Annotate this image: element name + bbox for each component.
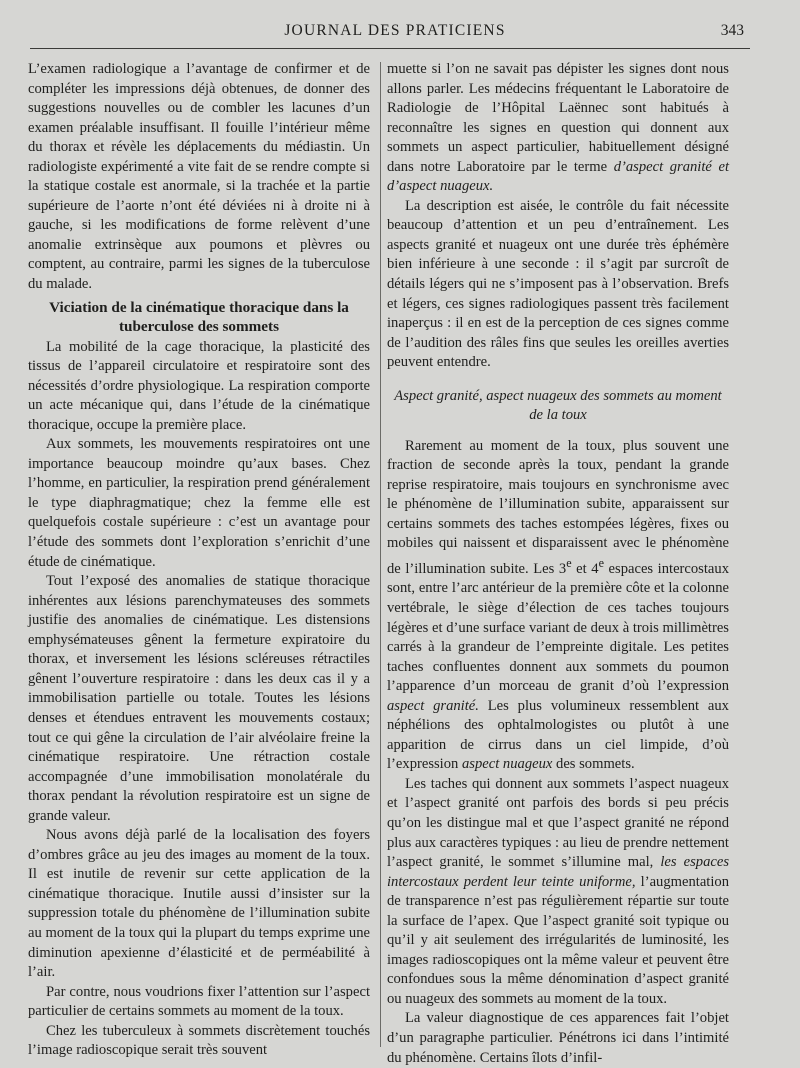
italic-term: aspect nuageux xyxy=(462,756,553,773)
paragraph: Chez les tuberculeux à sommets discrètement touchés l’image radioscopique serait très souvent xyxy=(28,1022,370,1059)
superscript: e xyxy=(566,556,572,571)
italic-term: les espaces intercostaux perdent leur teinte uniforme, xyxy=(387,854,729,890)
italic-term: d’aspect granité et d’aspect nuageux. xyxy=(387,158,729,195)
paragraph: La description est aisée, le contrôle du fait nécessite beaucoup d’attention et un peu d’entraînement. Les aspects granité et nuageux ont une durée très éphémère bien inférieure à une seconde : il s’agit par surcroît de détails légers qui ne s’imposent pas à l’observation. Brefs et légers, ces signes radiologiques passent très facilement inaperçus : il en est de la perception de ces signes comme de l’audition des râles fins que seules les oreilles averties peuvent entendre. xyxy=(387,197,729,371)
journal-title: JOURNAL DES PRATICIENS xyxy=(284,22,506,39)
paragraph: La mobilité de la cage thoracique, la plasticité des tissus de l’appareil circulatoire et respiratoire sont des nécessités d’ordre physiologique. La respiration comporte un acte mécanique qui, dans l’étude de la cinématique thoracique, occupe la première place. xyxy=(28,338,370,433)
paragraph: Nous avons déjà parlé de la localisation des foyers d’ombres grâce au jeu des images au moment de la toux. Il est inutile de revenir sur cette application de la cinématique thoracique. Inutile aussi d’insister sur la suppression totale du phénomène de l’illumination subite au moment de la toux qui la plupart du temps exprime une diminution apexienne d’élasticité et de perméabilité à l’air. xyxy=(28,827,370,981)
left-column xyxy=(28,60,370,1061)
subsection-heading: Aspect granité, aspect nuageux des sommets au moment de la toux xyxy=(394,387,722,423)
page-number: 343 xyxy=(720,22,744,39)
superscript: e xyxy=(598,556,604,571)
paragraph-text: Les plus volumineux ressemblent aux néphélions des ophtalmologistes ou plutôt à une apparition de cirrus dans un ciel limpide, d’où l’expression xyxy=(387,697,729,773)
paragraph-text: espaces intercostaux sont, entre l’arc antérieur de la première côte et la colonne vertébrale, le siège d’élection de ces taches toujours légères et d’une surface variant de deux à trois millimètres carrés à la grandeur de l’empreinte digitale. Les petites taches confluentes donnent aux sommets du poumon l’apparence d’un morceau de granit d’où l’expression xyxy=(387,560,729,695)
paragraph xyxy=(387,60,729,197)
paragraph: La valeur diagnostique de ces apparences fait l’objet d’un paragraphe particulier. Pénétrons ici dans l’intimité du phénomène. Certains îlots d’infil- xyxy=(387,1010,729,1066)
running-header xyxy=(30,20,760,46)
right-column xyxy=(387,60,729,1068)
paragraph xyxy=(387,437,729,775)
paragraph: L’examen radiologique a l’avantage de confirmer et de compléter les impressions déjà obtenues, de donner des suggestions nouvelles ou de combler les lacunes d’un examen préalable insuffisant. Il fouille l’intérieur même du thorax et révèle les déplacements du médiastin. Un radiologiste expérimenté a vite fait de se rendre compte si la statique costale est anormale, si la trachée et la partie supérieure de l’aorte n’ont été déviées ni à droite ni à gauche, si les modifications de forme relèvent d’une anomalie extrinsèque aux poumons et plèvres ou comptent, au contraire, parmi les signes de la tuberculose du malade. xyxy=(28,61,370,293)
paragraph: Tout l’exposé des anomalies de statique thoracique inhérentes aux lésions parenchymateuses des sommets justifie des anomalies de cinématique. Les distensions emphysémateuses gênent la fermeture expiratoire du thorax, et inversement les lésions scléreuses rétractiles gênent l’ouverture respiratoire : dans les deux cas il y a immobilisation partielle ou totale. Toutes les lésions denses et étendues entravent les mouvements costaux; tout ce qui gêne la circulation de l’air alvéolaire freine la cinématique respiratoire. Une rétraction costale accompagnée d’une immobilisation monolatérale du thorax pendant la révolution respiratoire est un signe de grande valeur. xyxy=(28,573,370,824)
paragraph-text: des sommets. xyxy=(552,756,635,773)
header-rule xyxy=(30,48,750,49)
paragraph: Par contre, nous voudrions fixer l’attention sur l’aspect particulier de certains sommets au moment de la toux. xyxy=(28,983,370,1020)
section-heading: Viciation de la cinématique thoracique dans la tuberculose des sommets xyxy=(49,298,349,335)
paragraph-text: l’augmentation de transparence n’est pas régulièrement répartie sur toute la surface de l’apex. Que l’aspect granité soit typique ou qu’il y ait seulement des irrégularités de luminosité, les images radioscopiques ont la même valeur et peuvent être confondues sous la même dénomination d’aspect granité ou nuageux des sommets au moment de la toux. xyxy=(387,873,729,1007)
paragraph-text: Les taches qui donnent aux sommets l’aspect nuageux et l’aspect granité ont parfois des bords si peu précis qu’on les distingue mal et que l’aspect granité ne répond plus aux caractères typiques : au lieu de prendre nettement l’aspect granité, le sommet s’illumine mal, xyxy=(387,775,729,871)
paragraph-text: Rarement au moment de la toux, plus souvent une fraction de seconde après la toux, pendant la grande reprise respiratoire, mais toujours en synchronisme avec le phénomène de l’illumination subite, apparaissent sur certains sommets des taches estompées légères, fixes ou mobiles qui naissent et disparaissent avec le phénomène de l’illumination subite. Les 3 xyxy=(387,437,729,577)
italic-term: aspect granité. xyxy=(387,697,479,714)
paragraph-text: et 4 xyxy=(571,560,599,577)
column-divider xyxy=(380,62,381,1047)
paragraph xyxy=(387,775,729,1010)
paragraph: Aux sommets, les mouvements respiratoires ont une importance beaucoup moindre qu’aux bases. Chez l’homme, en particulier, la respiration prend généralement le type diaphragmatique; chez la femme elle est quelquefois costale supérieure : c’est un avantage pour l’étude des sommets dont l’exploration s’enrichit d’une étude de cinématique. xyxy=(28,436,370,570)
paragraph-text: muette si l’on ne savait pas dépister les signes dont nous allons parler. Les médecins fréquentant le Laboratoire de Radiologie de l’Hôpital Laënnec sont habitués à reconnaître les signes en question qui donnent aux sommets un aspect particulier, habituellement désigné dans notre Laboratoire par le terme xyxy=(387,61,729,175)
